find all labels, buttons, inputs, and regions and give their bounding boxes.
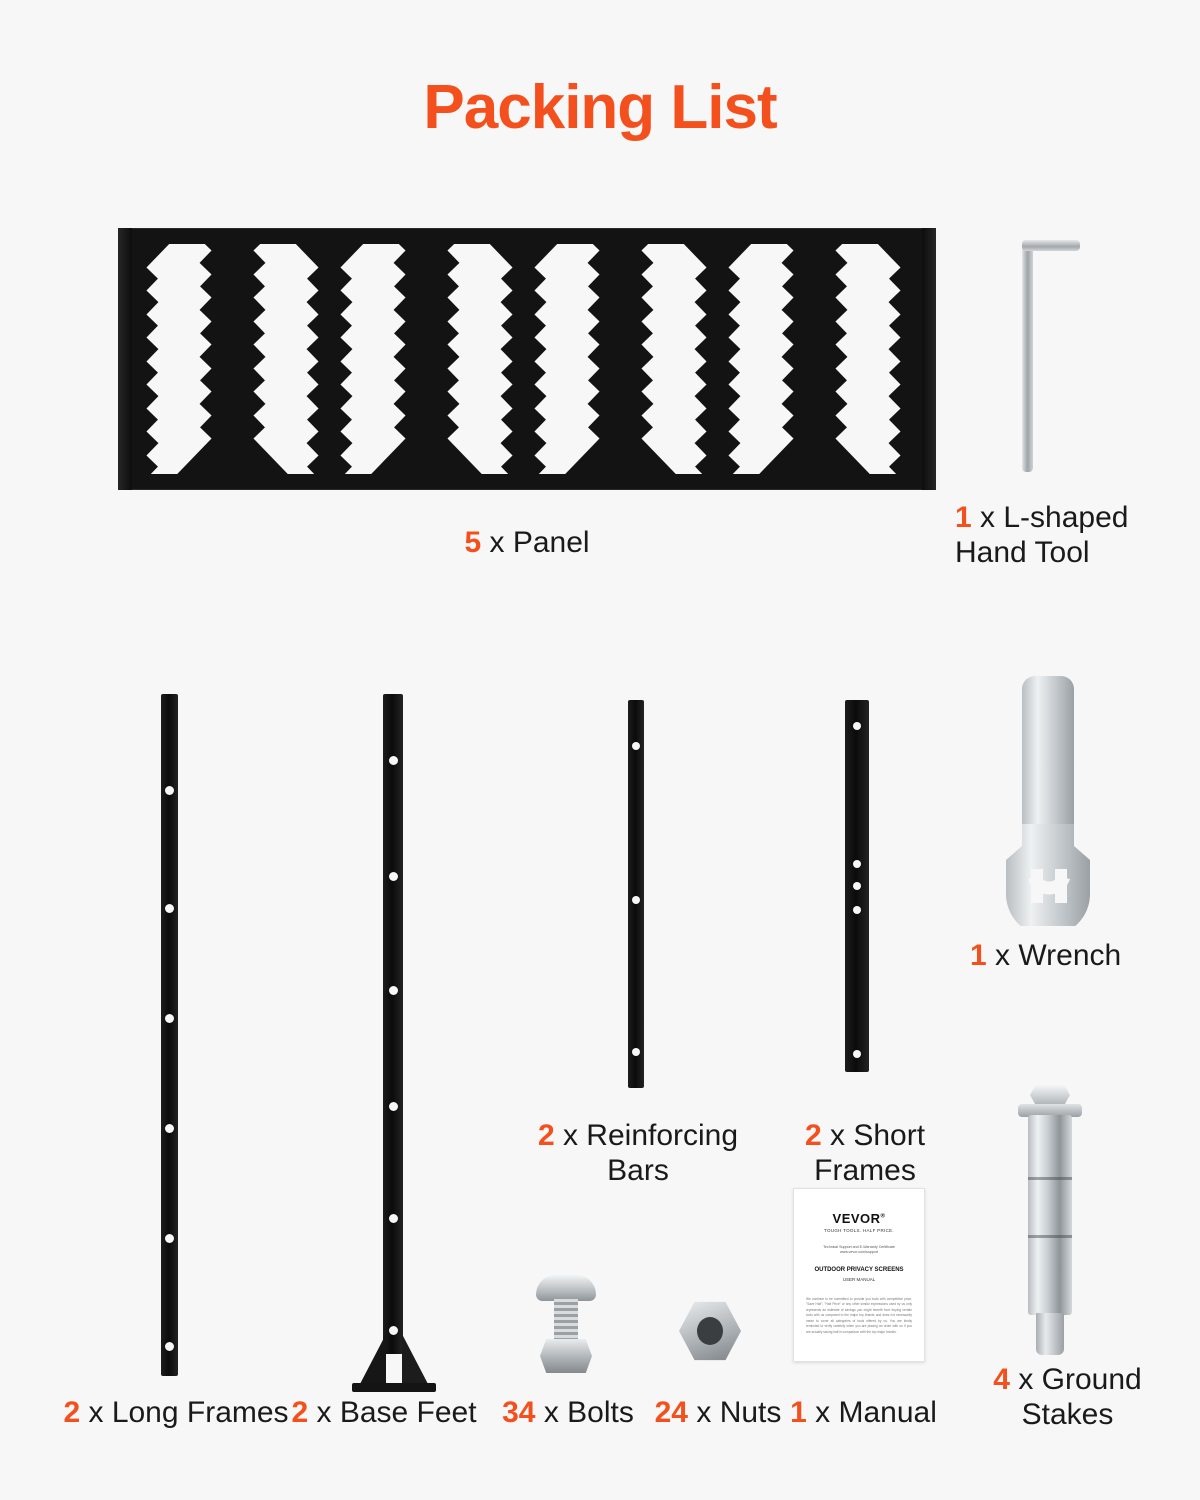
label-hand-tool-line1: x L-shaped xyxy=(980,501,1129,534)
label-long-frames: Long Frames xyxy=(111,1396,289,1429)
qty-manual: 1 xyxy=(790,1396,807,1429)
panel-chevron-column xyxy=(524,244,620,474)
ground-stake-bolt-head xyxy=(1030,1085,1070,1105)
qty-reinforcing-bars: 2 xyxy=(537,1119,555,1152)
bolt-icon xyxy=(528,1275,604,1387)
label-manual: Manual xyxy=(838,1396,937,1429)
caption-nuts xyxy=(648,1395,788,1430)
qty-bolts: 34 xyxy=(502,1396,536,1429)
panel-chevron-column xyxy=(330,244,426,474)
mounting-hole xyxy=(389,872,398,881)
mounting-hole xyxy=(389,986,398,995)
mounting-hole xyxy=(853,860,861,868)
qty-base-feet: 2 xyxy=(291,1396,309,1429)
x-manual: x xyxy=(815,1396,831,1429)
label-wrench: Wrench xyxy=(1018,939,1122,972)
page-title: Packing List xyxy=(423,73,777,142)
qty-ground-stakes: 4 xyxy=(993,1363,1010,1396)
x-bolts: x xyxy=(543,1396,559,1429)
panel-chevron-column xyxy=(815,244,911,474)
hex-key-short-arm xyxy=(1022,240,1080,251)
mounting-hole xyxy=(165,1124,174,1133)
qty-short-frames: 2 xyxy=(804,1119,822,1152)
mounting-hole xyxy=(853,882,861,890)
bolt-head xyxy=(536,1275,596,1301)
short-frame-icon xyxy=(845,700,869,1072)
privacy-screen-panel-icon xyxy=(118,228,936,490)
ground-stake-seam-2 xyxy=(1028,1235,1072,1238)
mounting-hole xyxy=(632,896,640,904)
label-short-frames-line2: Frames xyxy=(814,1154,916,1188)
panel-chevron-column xyxy=(136,244,232,474)
manual-brand xyxy=(794,1211,924,1226)
caption-ground-stakes xyxy=(955,1362,1180,1433)
ground-stake-sleeve xyxy=(1028,1115,1072,1315)
mounting-hole xyxy=(853,906,861,914)
hex-key-long-arm xyxy=(1022,240,1033,472)
panel-chevron-column xyxy=(718,244,814,474)
caption-panel xyxy=(118,525,936,560)
label-short-frames-line1: x Short xyxy=(829,1119,926,1152)
mounting-hole xyxy=(389,1214,398,1223)
caption-bolts xyxy=(498,1395,638,1430)
label-reinforcing-bars-line1: x Reinforcing xyxy=(562,1119,739,1152)
hex-key-icon xyxy=(1000,222,1080,484)
manual-booklet-icon xyxy=(793,1188,925,1362)
panel-chevron-column xyxy=(233,244,329,474)
base-foot-plate xyxy=(352,1383,436,1392)
x-wrench: x xyxy=(995,939,1011,972)
nut-icon xyxy=(679,1300,741,1362)
label-ground-stakes-line2: Stakes xyxy=(1021,1398,1114,1432)
nut-center-hole xyxy=(697,1317,723,1345)
panel-chevron-column xyxy=(621,244,717,474)
caption-short-frames xyxy=(780,1118,950,1189)
x-long-frames: x xyxy=(88,1396,104,1429)
mounting-hole xyxy=(165,1014,174,1023)
base-foot-gusset-left xyxy=(360,1334,386,1384)
long-frame-with-foot-icon xyxy=(383,694,403,1354)
qty-long-frames: 2 xyxy=(63,1396,81,1429)
label-bolts: Bolts xyxy=(567,1396,634,1429)
label-nuts: Nuts xyxy=(719,1396,782,1429)
mounting-hole xyxy=(853,722,861,730)
mounting-hole xyxy=(165,1342,174,1351)
qty-hand-tool: 1 xyxy=(955,501,972,534)
bolt-nut xyxy=(540,1339,592,1373)
base-foot-icon xyxy=(352,1330,436,1392)
x-base-feet: x xyxy=(316,1396,332,1429)
qty-panel: 5 xyxy=(464,526,482,559)
caption-base-feet xyxy=(288,1395,480,1430)
mounting-hole xyxy=(389,756,398,765)
panel-chevron-column xyxy=(427,244,523,474)
caption-manual xyxy=(786,1395,941,1430)
ground-stake-seam-1 xyxy=(1028,1177,1072,1180)
manual-brand-text: VEVOR xyxy=(832,1211,881,1226)
mounting-hole xyxy=(853,1050,861,1058)
mounting-hole xyxy=(165,904,174,913)
manual-doc-subtitle: USER MANUAL xyxy=(842,1277,876,1282)
caption-long-frames xyxy=(60,1395,292,1430)
manual-body-text: We continue to be committed to provide you tools with competitive price. "Save Half", "Half Price" or any other similar expressions used by us only represents an estimate of savings you might benefit from buying certain tools with us compared to the major top brands and does not necessarily mean to cover all categories of tools offered by us. You are kindly reminded to verify carefully when you are placing an order with us if you are actually saving half in comparison with the top major brands. xyxy=(806,1297,912,1334)
wrench-icon xyxy=(995,664,1105,926)
caption-reinforcing-bars xyxy=(528,1118,748,1189)
mounting-hole xyxy=(165,1234,174,1243)
ground-stake-icon xyxy=(1012,1085,1088,1357)
label-base-feet: Base Feet xyxy=(339,1396,477,1429)
caption-l-shaped-hand-tool xyxy=(955,500,1170,571)
label-ground-stakes-line1: x Ground xyxy=(1018,1363,1142,1396)
manual-doc-title: OUTDOOR PRIVACY SCREENS xyxy=(814,1267,904,1273)
panel-chevron-column xyxy=(912,244,918,474)
reinforcing-bar-icon xyxy=(628,700,644,1088)
label-hand-tool-line2: Hand Tool xyxy=(955,536,1090,570)
base-foot-gusset-right xyxy=(402,1334,428,1384)
ground-stake-tip xyxy=(1036,1313,1064,1355)
label-reinforcing-bars-line2: Bars xyxy=(607,1154,669,1188)
qty-nuts: 24 xyxy=(654,1396,688,1429)
x-panel: x xyxy=(489,526,505,559)
bolt-shank xyxy=(554,1299,578,1343)
qty-wrench: 1 xyxy=(970,939,987,972)
mounting-hole xyxy=(632,1048,640,1056)
mounting-hole xyxy=(632,742,640,750)
label-panel: Panel xyxy=(512,526,590,559)
manual-subline: Technical Support and E-Warranty Certificate www.vevor.com/support xyxy=(823,1245,895,1255)
manual-brand-mark: ® xyxy=(880,1213,886,1220)
x-nuts: x xyxy=(696,1396,712,1429)
panel-chevron-pattern xyxy=(136,244,918,474)
caption-wrench xyxy=(970,938,1190,973)
long-frame-icon xyxy=(161,694,178,1376)
mounting-hole xyxy=(389,1102,398,1111)
manual-tagline: TOUGH TOOLS. HALF PRICE. xyxy=(824,1228,894,1233)
mounting-hole xyxy=(165,786,174,795)
